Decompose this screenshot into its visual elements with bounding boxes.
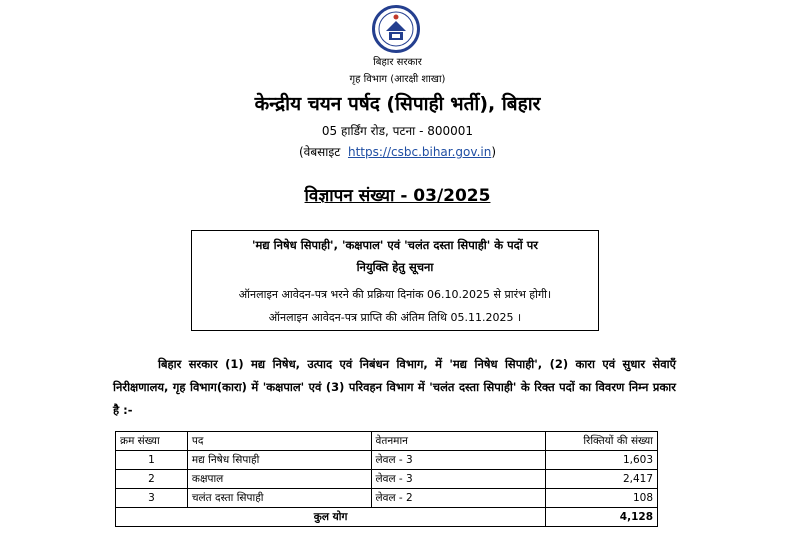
header-vacancies: रिक्तियों की संख्या <box>546 432 658 451</box>
total-label-cell: कुल योग <box>116 508 546 527</box>
advertisement-number-heading: विज्ञापन संख्या - 03/2025 <box>304 186 491 206</box>
notice-last-date-line: ऑनलाइन आवेदन-पत्र प्राप्ति की अंतिम तिथि 05.11.2025 । <box>268 311 522 324</box>
serial-number-cell: 2 <box>116 470 188 489</box>
vacancy-table <box>115 431 658 527</box>
website-suffix: ) <box>491 145 497 159</box>
table-row <box>116 470 658 489</box>
pay-scale-cell: लेवल - 2 <box>371 489 546 508</box>
post-cell: कक्षपाल <box>187 470 371 489</box>
serial-number-cell: 1 <box>116 451 188 470</box>
website-line <box>0 143 795 160</box>
vacancies-cell: 2,417 <box>546 470 658 489</box>
notice-subject-line: नियुक्ति हेतु सूचना <box>356 260 434 274</box>
department-label: गृह विभाग (आरक्षी शाखा) <box>349 74 446 85</box>
pay-scale-cell: लेवल - 3 <box>371 470 546 489</box>
website-prefix: (वेबसाइट <box>298 145 341 159</box>
header-post: पद <box>187 432 371 451</box>
state-government-label: बिहार सरकार <box>373 57 422 68</box>
notice-posts-line: 'मद्य निषेध सिपाही', 'कक्षपाल' एवं 'चलंत दस्ता सिपाही' के पदों पर <box>251 238 539 252</box>
table-total-row <box>116 508 658 527</box>
table-row <box>116 451 658 470</box>
header-pay-scale: वेतनमान <box>371 432 546 451</box>
header-serial-number: क्रम संख्या <box>116 432 188 451</box>
vacancies-cell: 108 <box>546 489 658 508</box>
total-value-cell: 4,128 <box>546 508 658 527</box>
table-header-row <box>116 432 658 451</box>
pay-scale-cell: लेवल - 3 <box>371 451 546 470</box>
notice-start-date-line: ऑनलाइन आवेदन-पत्र भरने की प्रक्रिया दिनांक 06.10.2025 से प्रारंभ होगी। <box>238 288 552 301</box>
post-cell: चलंत दस्ता सिपाही <box>187 489 371 508</box>
table-row <box>116 489 658 508</box>
serial-number-cell: 3 <box>116 489 188 508</box>
website-link[interactable]: https://csbc.bihar.gov.in <box>347 145 492 159</box>
post-cell: मद्य निषेध सिपाही <box>187 451 371 470</box>
vacancy-description-paragraph: बिहार सरकार (1) मद्य निषेध, उत्पाद एवं निबंधन विभाग, में 'मद्य निषेध सिपाही', (2) कारा एवं सुधार सेवाएँ निरीक्षणालय, गृह विभाग(कारा) में 'कक्षपाल' एवं (3) परिवहन विभाग में 'चलंत दस्ता सिपाही' के रिक्त पदों का विवरण निम्न प्रकार है :- <box>113 357 676 417</box>
government-emblem-logo <box>372 5 420 53</box>
address-line: 05 हार्डिंग रोड, पटना - 800001 <box>321 124 474 138</box>
vacancies-cell: 1,603 <box>546 451 658 470</box>
notice-box <box>191 230 599 331</box>
organization-title: केन्द्रीय चयन पर्षद (सिपाही भर्ती), बिहार <box>254 93 541 115</box>
